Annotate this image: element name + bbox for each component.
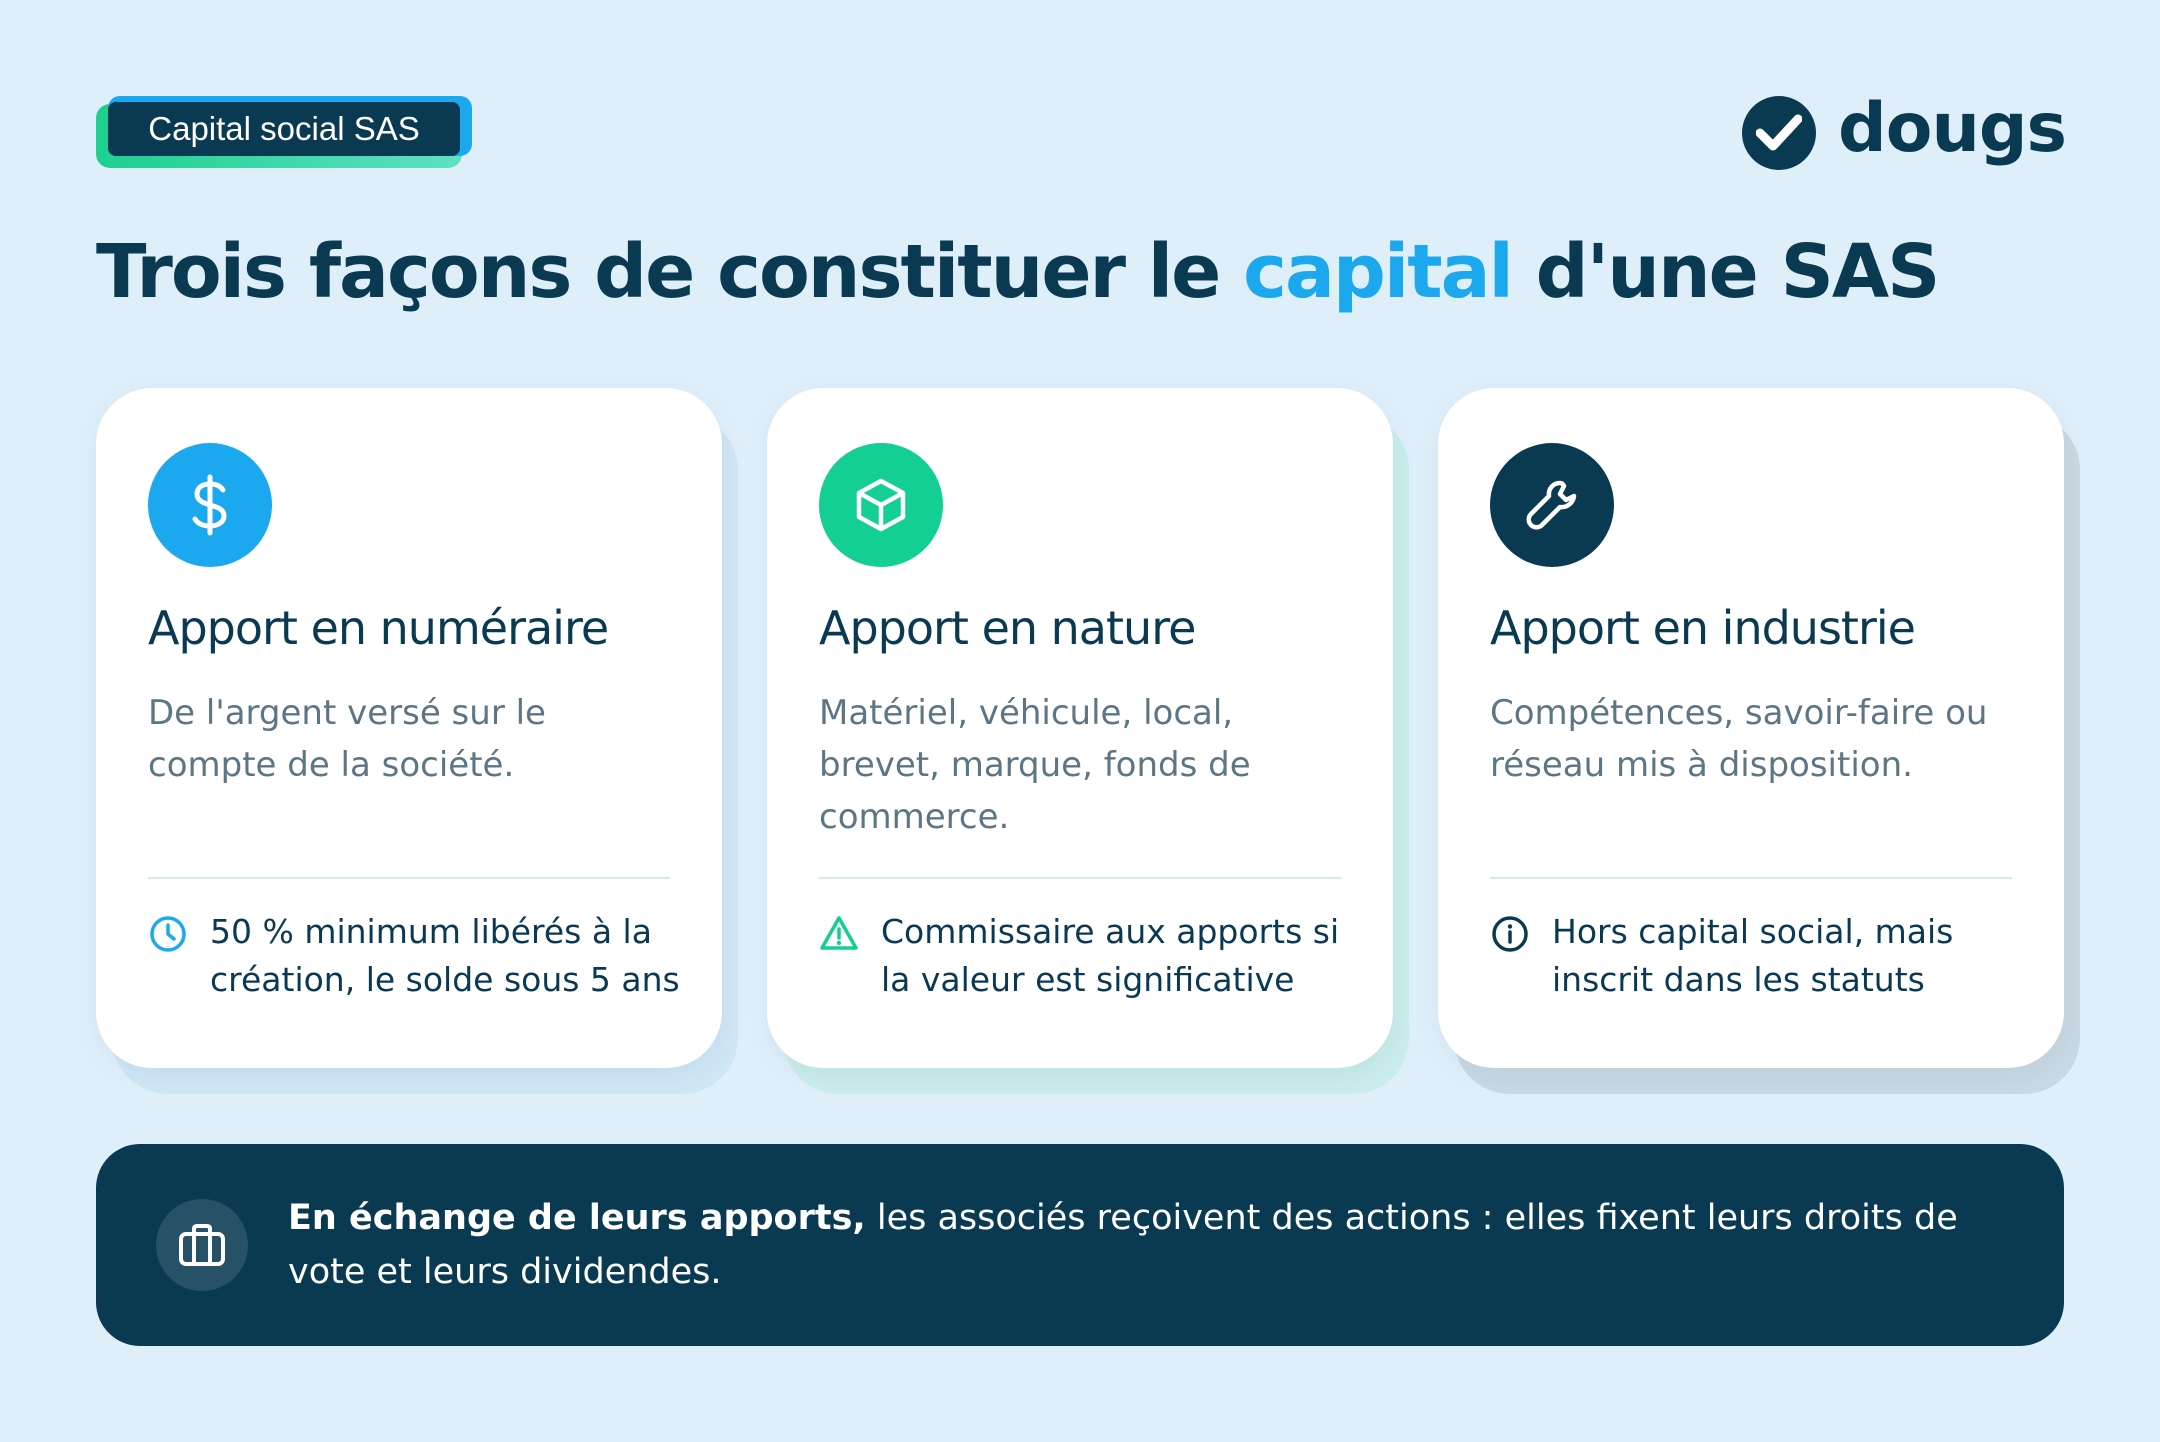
dougs-logo xyxy=(1742,89,2066,170)
logo-wordmark: dougs xyxy=(1838,89,2066,168)
title-before: Trois façons de constituer le xyxy=(96,229,1244,315)
card-note-text: Hors capital social, mais inscrit dans les statuts xyxy=(1552,912,1954,999)
dollar-icon xyxy=(148,443,272,567)
card-note xyxy=(148,908,686,1004)
card-note-text: 50 % minimum libérés à la création, le solde sous 5 ans xyxy=(210,912,680,999)
banner-text xyxy=(288,1191,2004,1299)
info-banner xyxy=(96,1144,2064,1346)
card-description: De l'argent versé sur le compte de la société. xyxy=(148,693,546,785)
card-numeraire xyxy=(96,388,722,1068)
card-body xyxy=(1438,388,2064,1068)
card-nature xyxy=(767,388,1393,1068)
card-title: Apport en nature xyxy=(819,601,1196,655)
card-title: Apport en numéraire xyxy=(148,601,609,655)
card-note xyxy=(819,908,1357,1004)
card-note-text: Commissaire aux apports si la valeur est significative xyxy=(881,912,1340,999)
wrench-icon xyxy=(1490,443,1614,567)
card-note xyxy=(1490,908,2028,1004)
card-divider xyxy=(1490,877,2012,879)
page-title xyxy=(96,229,1939,315)
box-icon xyxy=(819,443,943,567)
card-body xyxy=(96,388,722,1068)
info-icon xyxy=(1490,914,1530,954)
clock-icon xyxy=(148,914,188,954)
warning-icon xyxy=(819,914,859,954)
card-divider xyxy=(819,877,1341,879)
category-tag xyxy=(96,96,472,170)
briefcase-icon xyxy=(156,1199,248,1291)
title-accent: capital xyxy=(1243,229,1512,315)
card-industrie xyxy=(1438,388,2064,1068)
tag-label: Capital social SAS xyxy=(108,102,460,156)
card-body xyxy=(767,388,1393,1068)
banner-rest: les associés reçoivent des actions : elles fixent leurs droits de vote et leurs dividendes. xyxy=(288,1198,1958,1292)
card-description: Matériel, véhicule, local, brevet, marque, fonds de commerce. xyxy=(819,693,1251,837)
check-circle-icon xyxy=(1742,96,1816,170)
title-after: d'une SAS xyxy=(1511,229,1939,315)
card-title: Apport en industrie xyxy=(1490,601,1915,655)
card-divider xyxy=(148,877,670,879)
banner-bold: En échange de leurs apports, xyxy=(288,1198,866,1238)
card-description: Compétences, savoir-faire ou réseau mis à disposition. xyxy=(1490,693,1988,785)
